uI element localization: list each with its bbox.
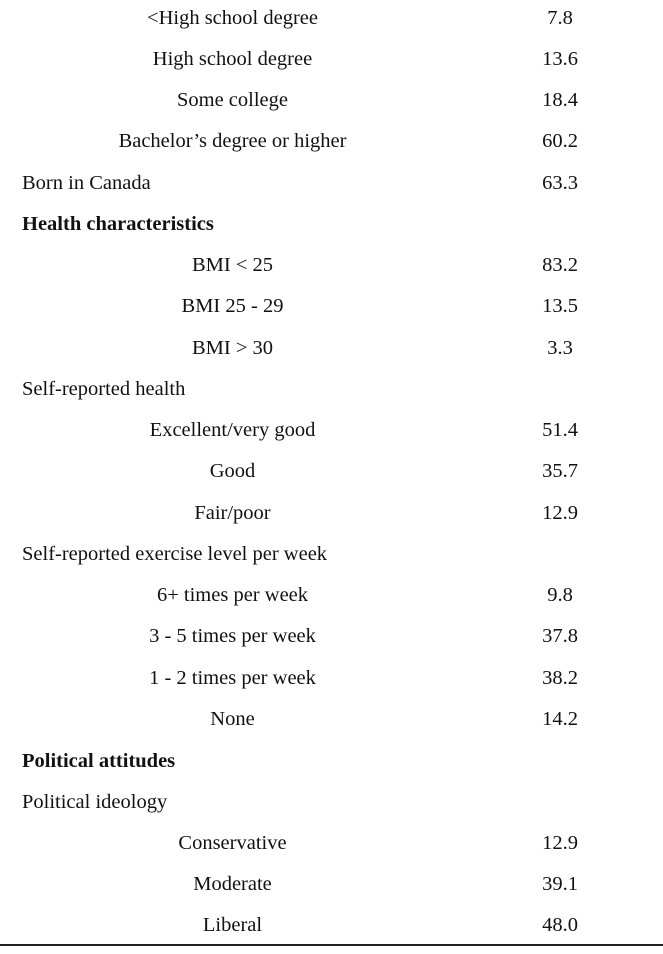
row-label: Fair/poor	[194, 502, 271, 524]
row-value: 18.4	[542, 89, 578, 111]
subgroup-heading: Self-reported health	[22, 378, 186, 400]
row-value: 13.5	[542, 295, 578, 317]
row-value: 3.3	[547, 337, 573, 359]
row-label: High school degree	[152, 48, 313, 70]
table-row	[0, 253, 663, 294]
table-row	[0, 501, 663, 542]
row-value: 48.0	[542, 914, 578, 936]
row-label: Conservative	[178, 832, 287, 854]
row-value: 14.2	[542, 708, 578, 730]
row-value: 60.2	[542, 130, 578, 152]
subgroup-heading-row	[0, 790, 663, 831]
row-label: None	[210, 708, 255, 730]
table-row	[0, 336, 663, 377]
table-row	[0, 294, 663, 335]
row-value: 38.2	[542, 667, 578, 689]
table-row	[0, 707, 663, 748]
row-value: 39.1	[542, 873, 578, 895]
table-row	[0, 459, 663, 500]
row-value: 51.4	[542, 419, 578, 441]
table-row	[0, 872, 663, 913]
row-value: 12.9	[542, 502, 578, 524]
section-heading-row	[0, 749, 663, 790]
table-row	[0, 831, 663, 872]
row-label: Good	[209, 460, 256, 482]
row-label: Moderate	[193, 873, 272, 895]
section-heading: Health characteristics	[22, 213, 214, 235]
subgroup-heading-row	[0, 377, 663, 418]
row-value: 37.8	[542, 625, 578, 647]
row-label: 1 - 2 times per week	[149, 667, 316, 689]
table-row	[0, 88, 663, 129]
row-label: 3 - 5 times per week	[149, 625, 316, 647]
table-row	[0, 624, 663, 665]
table-bottom-rule	[0, 944, 663, 946]
row-label: Excellent/very good	[149, 419, 316, 441]
row-label: BMI > 30	[191, 337, 274, 359]
row-value: 35.7	[542, 460, 578, 482]
row-label: Some college	[176, 89, 288, 111]
row-label: Born in Canada	[22, 172, 151, 194]
table-row	[0, 6, 663, 47]
section-heading-row	[0, 212, 663, 253]
table-row	[0, 583, 663, 624]
row-label: Liberal	[202, 914, 263, 936]
row-label: Bachelor’s degree or higher	[118, 130, 347, 152]
subgroup-heading-row	[0, 542, 663, 583]
table-row	[0, 171, 663, 212]
row-value: 13.6	[542, 48, 578, 70]
table-row	[0, 913, 663, 954]
row-label: BMI 25 - 29	[181, 295, 284, 317]
row-label: <High school degree	[147, 7, 318, 29]
row-value: 7.8	[547, 7, 573, 29]
table-row	[0, 47, 663, 88]
row-value: 12.9	[542, 832, 578, 854]
row-value: 83.2	[542, 254, 578, 276]
row-label: 6+ times per week	[156, 584, 309, 606]
row-value: 9.8	[547, 584, 573, 606]
section-heading: Political attitudes	[22, 750, 176, 772]
row-label: BMI < 25	[191, 254, 274, 276]
subgroup-heading: Self-reported exercise level per week	[22, 543, 328, 565]
table-row	[0, 418, 663, 459]
table-row	[0, 666, 663, 707]
subgroup-heading: Political ideology	[22, 791, 168, 813]
row-value: 63.3	[542, 172, 578, 194]
table-row	[0, 129, 663, 170]
